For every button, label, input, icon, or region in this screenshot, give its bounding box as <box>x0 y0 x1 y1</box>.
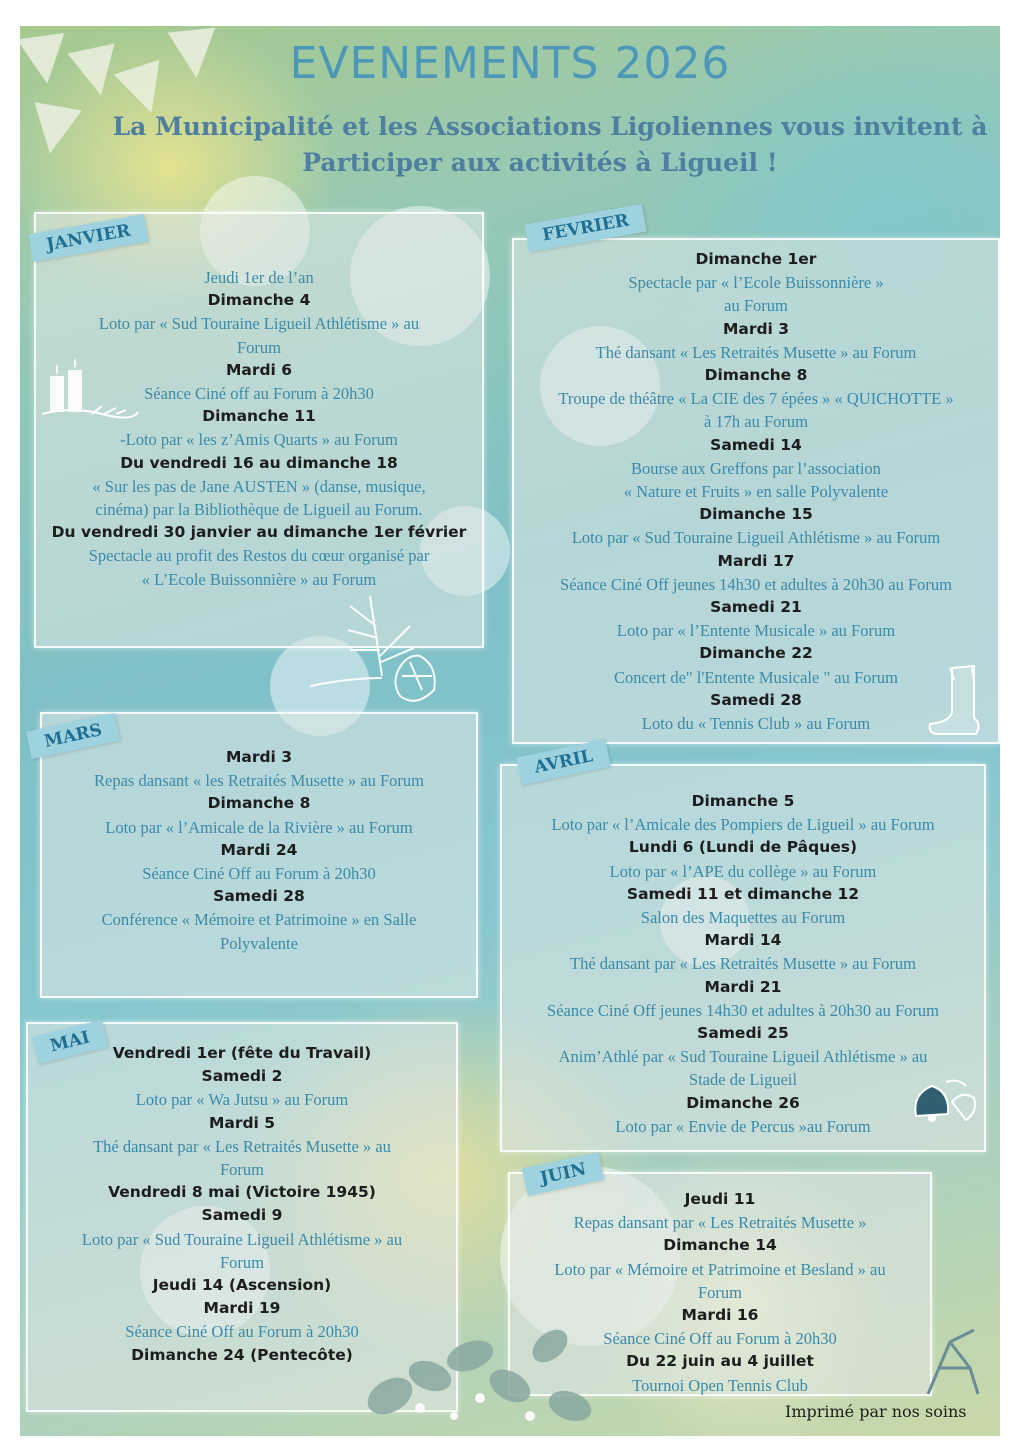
month-label-juin: JUIN <box>522 1152 604 1196</box>
month-label-mai: MAI <box>32 1020 109 1065</box>
event-description: Séance Ciné Off jeunes 14h30 et adultes à 20h30 au Forum <box>547 1000 939 1020</box>
month-label-janvier: JANVIER <box>28 214 148 262</box>
event-description: Loto par « Mémoire et Patrimoine et Besland » au <box>554 1259 886 1279</box>
event-date: Dimanche 4 <box>207 291 311 310</box>
event-description: cinéma) par la Bibliothèque de Ligueil au Forum. <box>95 500 423 520</box>
event-date: Samedi 21 <box>710 598 802 617</box>
event-description: Séance Ciné Off au Forum à 20h30 <box>603 1329 837 1349</box>
event-description: Séance Ciné off au Forum à 20h30 <box>144 384 374 404</box>
event-date: Mardi 16 <box>681 1306 759 1325</box>
event-description: Loto par « l’Amicale des Pompiers de Ligueil » au Forum <box>551 815 935 835</box>
event-description: Forum <box>219 1252 264 1272</box>
event-description: Loto par « l’Amicale de la Rivière » au Forum <box>105 817 413 837</box>
page-title: EVENEMENTS 2026 <box>289 38 731 89</box>
month-panel-mars <box>40 712 478 998</box>
event-date: Mardi 14 <box>704 931 782 950</box>
event-description: Anim’Athlé par « Sud Touraine Ligueil Athlétisme » au <box>558 1047 928 1067</box>
event-date: Dimanche 11 <box>202 407 316 426</box>
event-date: Dimanche 24 (Pentecôte) <box>131 1345 353 1364</box>
event-date: Mardi 3 <box>722 319 790 338</box>
event-description: Loto par « Sud Touraine Ligueil Athlétisme » au Forum <box>571 528 941 548</box>
event-date: Dimanche 22 <box>699 644 813 663</box>
event-date: Dimanche 8 <box>207 794 311 813</box>
flower-bud-icon <box>310 586 460 716</box>
event-description: Loto du « Tennis Club » au Forum <box>641 714 871 734</box>
event-description: Séance Ciné Off au Forum à 20h30 <box>125 1322 359 1342</box>
month-label-mars: MARS <box>26 713 120 759</box>
event-description: Salon des Maquettes au Forum <box>640 908 846 928</box>
event-date: Mardi 21 <box>704 977 782 996</box>
event-date: Dimanche 5 <box>691 792 795 810</box>
event-date: Mardi 3 <box>225 748 293 766</box>
event-description: Polyvalente <box>220 933 298 953</box>
event-description: Thé dansant « Les Retraités Musette » au Forum <box>595 342 917 362</box>
page-subtitle-line1: La Municipalité et les Associations Ligoliennes vous invitent à <box>112 112 988 141</box>
bell-icon <box>906 1076 986 1136</box>
event-date: Du 22 juin au 4 juillet <box>626 1352 814 1371</box>
event-date: Samedi 11 et dimanche 12 <box>626 884 860 903</box>
event-description: « Nature et Fruits » en salle Polyvalente <box>623 482 889 502</box>
event-date: Mardi 24 <box>220 840 298 859</box>
event-date: Dimanche 15 <box>699 505 813 524</box>
event-description: à 17h au Forum <box>703 412 809 432</box>
event-description: Thé dansant par « Les Retraités Musette » au Forum <box>570 954 916 974</box>
event-date: Samedi 28 <box>710 690 802 709</box>
event-date: Jeudi 14 (Ascension) <box>152 1276 332 1295</box>
event-date: Mardi 5 <box>208 1113 276 1132</box>
event-date: Jeudi 11 <box>684 1190 756 1208</box>
event-date: Mardi 6 <box>225 360 293 379</box>
month-label-fevrier: FEVRIER <box>524 204 646 252</box>
deck-chair-icon <box>920 1322 980 1402</box>
event-description: Repas dansant par « Les Retraités Musette » <box>573 1213 867 1233</box>
event-description: Forum <box>219 1160 264 1180</box>
event-description: Concert de" l'Entente Musicale " au Forum <box>613 667 899 687</box>
month-panel-janvier <box>34 212 484 648</box>
event-description: -Loto par « les z’Amis Quarts » au Forum <box>120 430 398 450</box>
event-date: Vendredi 1er (fête du Travail) <box>112 1044 372 1062</box>
leaf-garland-icon <box>360 1316 620 1436</box>
event-date: Du vendredi 30 janvier au dimanche 1er février <box>51 523 467 542</box>
event-description: Forum <box>697 1282 742 1302</box>
month-label-avril: AVRIL <box>516 739 611 785</box>
poster-background <box>20 26 1000 1436</box>
event-description: Loto par « Wa Jutsu » au Forum <box>135 1090 349 1110</box>
event-date: Vendredi 8 mai (Victoire 1945) <box>108 1183 376 1202</box>
event-description: Conférence « Mémoire et Patrimoine » en Salle <box>101 910 417 930</box>
event-date: Du vendredi 16 au dimanche 18 <box>120 453 398 472</box>
event-list-mars <box>42 746 476 955</box>
event-description: Jeudi 1er de l’an <box>204 268 314 287</box>
event-date: Dimanche 8 <box>704 366 808 385</box>
event-description: Troupe de théâtre « La CIE des 7 épées » « QUICHOTTE » <box>558 389 954 409</box>
event-date: Lundi 6 (Lundi de Pâques) <box>628 838 858 857</box>
event-date: Dimanche 26 <box>686 1093 800 1112</box>
event-date: Dimanche 14 <box>663 1236 777 1255</box>
rain-boot-icon <box>924 662 984 742</box>
event-description: Thé dansant par « Les Retraités Musette » au <box>93 1136 391 1156</box>
event-date: Samedi 14 <box>710 435 802 454</box>
event-description: Loto par « Envie de Percus »au Forum <box>615 1116 871 1136</box>
event-description: au Forum <box>724 296 788 316</box>
event-description: Bourse aux Greffons par l’association <box>631 458 881 478</box>
event-date: Samedi 9 <box>201 1206 283 1225</box>
event-description: Stade de Ligueil <box>688 1070 798 1090</box>
event-description: Loto par « l’Entente Musicale » au Forum <box>616 621 896 641</box>
event-date: Dimanche 1er <box>695 250 817 268</box>
event-description: Séance Ciné Off au Forum à 20h30 <box>142 864 376 884</box>
event-description: Séance Ciné Off jeunes 14h30 et adultes à 20h30 au Forum <box>560 574 952 594</box>
event-description: Tournoi Open Tennis Club <box>632 1375 808 1395</box>
event-description: « Sur les pas de Jane AUSTEN » (danse, musique, <box>92 476 426 496</box>
candles-icon <box>42 356 142 426</box>
event-date: Samedi 2 <box>201 1067 283 1086</box>
event-description: Forum <box>236 337 281 357</box>
event-description: Spectacle au profit des Restos du cœur organisé par <box>88 546 430 566</box>
event-date: Samedi 28 <box>213 887 305 906</box>
event-description: Loto par « Sud Touraine Ligueil Athlétisme » au <box>81 1229 403 1249</box>
page-subtitle-line2: Participer aux activités à Ligueil ! <box>302 148 778 177</box>
event-description: « L’Ecole Buissonnière » au Forum <box>141 569 377 589</box>
footer-printed-note: Imprimé par nos soins <box>785 1402 967 1421</box>
event-description: Spectacle par « l’Ecole Buissonnière » <box>628 273 884 293</box>
event-description: Loto par « l’APE du collège » au Forum <box>609 861 877 881</box>
event-list-janvier <box>36 266 482 591</box>
event-description: Loto par « Sud Touraine Ligueil Athlétisme » au <box>98 314 420 334</box>
event-description: Repas dansant « les Retraités Musette » au Forum <box>94 771 424 791</box>
event-date: Samedi 25 <box>697 1024 789 1043</box>
event-date: Mardi 19 <box>203 1299 281 1318</box>
event-date: Mardi 17 <box>717 551 795 570</box>
